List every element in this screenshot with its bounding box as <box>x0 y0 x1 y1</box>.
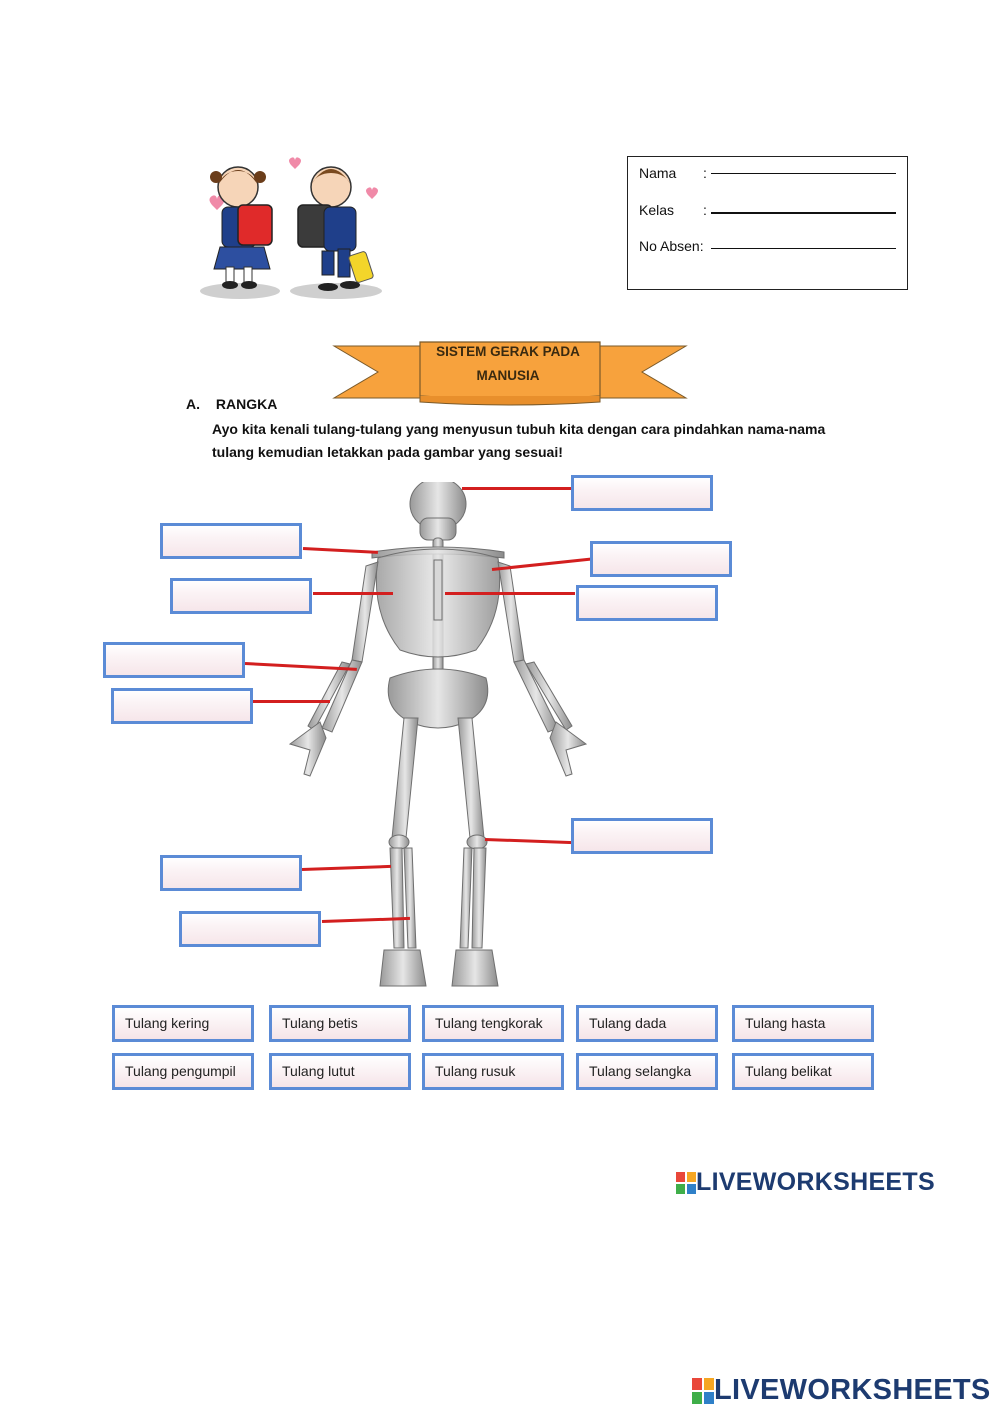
pointer-line-radius <box>253 700 330 703</box>
drop-box-tibia[interactable] <box>160 855 302 891</box>
pointer-line-skull <box>462 487 572 490</box>
kelas-colon: : <box>703 202 707 218</box>
drop-box-scapula[interactable] <box>590 541 732 577</box>
liveworksheets-footer-logo[interactable] <box>692 1374 991 1407</box>
drop-box-fibula[interactable] <box>179 911 321 947</box>
school-kids-illustration <box>196 155 386 303</box>
drop-box-ribs[interactable] <box>170 578 312 614</box>
absen-field[interactable] <box>711 248 896 249</box>
nama-field[interactable] <box>711 173 896 174</box>
kelas-field[interactable] <box>711 212 896 214</box>
skeleton-illustration <box>280 482 610 992</box>
drop-box-ulna[interactable] <box>103 642 245 678</box>
drop-box-knee[interactable] <box>571 818 713 854</box>
liveworksheets-mark-icon <box>692 1378 714 1404</box>
word-card[interactable]: Tulang lutut <box>269 1053 411 1090</box>
drop-box-sternum[interactable] <box>576 585 718 621</box>
nama-label: Nama <box>639 165 677 181</box>
pointer-line-ribs <box>313 592 393 595</box>
word-card[interactable]: Tulang tengkorak <box>422 1005 564 1042</box>
banner-title-line2: MANUSIA <box>476 368 540 383</box>
kelas-label: Kelas <box>639 202 675 218</box>
drop-box-clavicle[interactable] <box>160 523 302 559</box>
liveworksheets-logo <box>676 1168 935 1197</box>
word-card[interactable]: Tulang belikat <box>732 1053 874 1090</box>
word-card[interactable]: Tulang kering <box>112 1005 254 1042</box>
word-card[interactable]: Tulang pengumpil <box>112 1053 254 1090</box>
pointer-line-sternum <box>445 592 575 595</box>
section-label: A. <box>186 396 200 412</box>
absen-label: No Absen: <box>639 238 704 254</box>
word-card[interactable]: Tulang selangka <box>576 1053 718 1090</box>
section-heading <box>186 396 277 412</box>
banner-title <box>420 340 596 388</box>
nama-colon: : <box>703 165 707 181</box>
student-info-box <box>627 156 908 290</box>
liveworksheets-footer-name: LIVEWORKSHEETS <box>714 1374 991 1406</box>
word-card[interactable]: Tulang dada <box>576 1005 718 1042</box>
word-card[interactable]: Tulang rusuk <box>422 1053 564 1090</box>
instruction-text: Ayo kita kenali tulang-tulang yang menyusun tubuh kita dengan cara pindahkan nama-nama tulang kemudian letakkan pada gambar yang sesuai! <box>212 421 826 460</box>
liveworksheets-mark-icon <box>676 1172 696 1194</box>
word-card[interactable]: Tulang betis <box>269 1005 411 1042</box>
section-title: RANGKA <box>215 396 278 412</box>
drop-box-skull[interactable] <box>571 475 713 511</box>
drop-box-radius[interactable] <box>111 688 253 724</box>
word-card[interactable]: Tulang hasta <box>732 1005 874 1042</box>
banner-title-line1: SISTEM GERAK PADA <box>436 344 580 359</box>
liveworksheets-name: LIVEWORKSHEETS <box>696 1168 935 1196</box>
